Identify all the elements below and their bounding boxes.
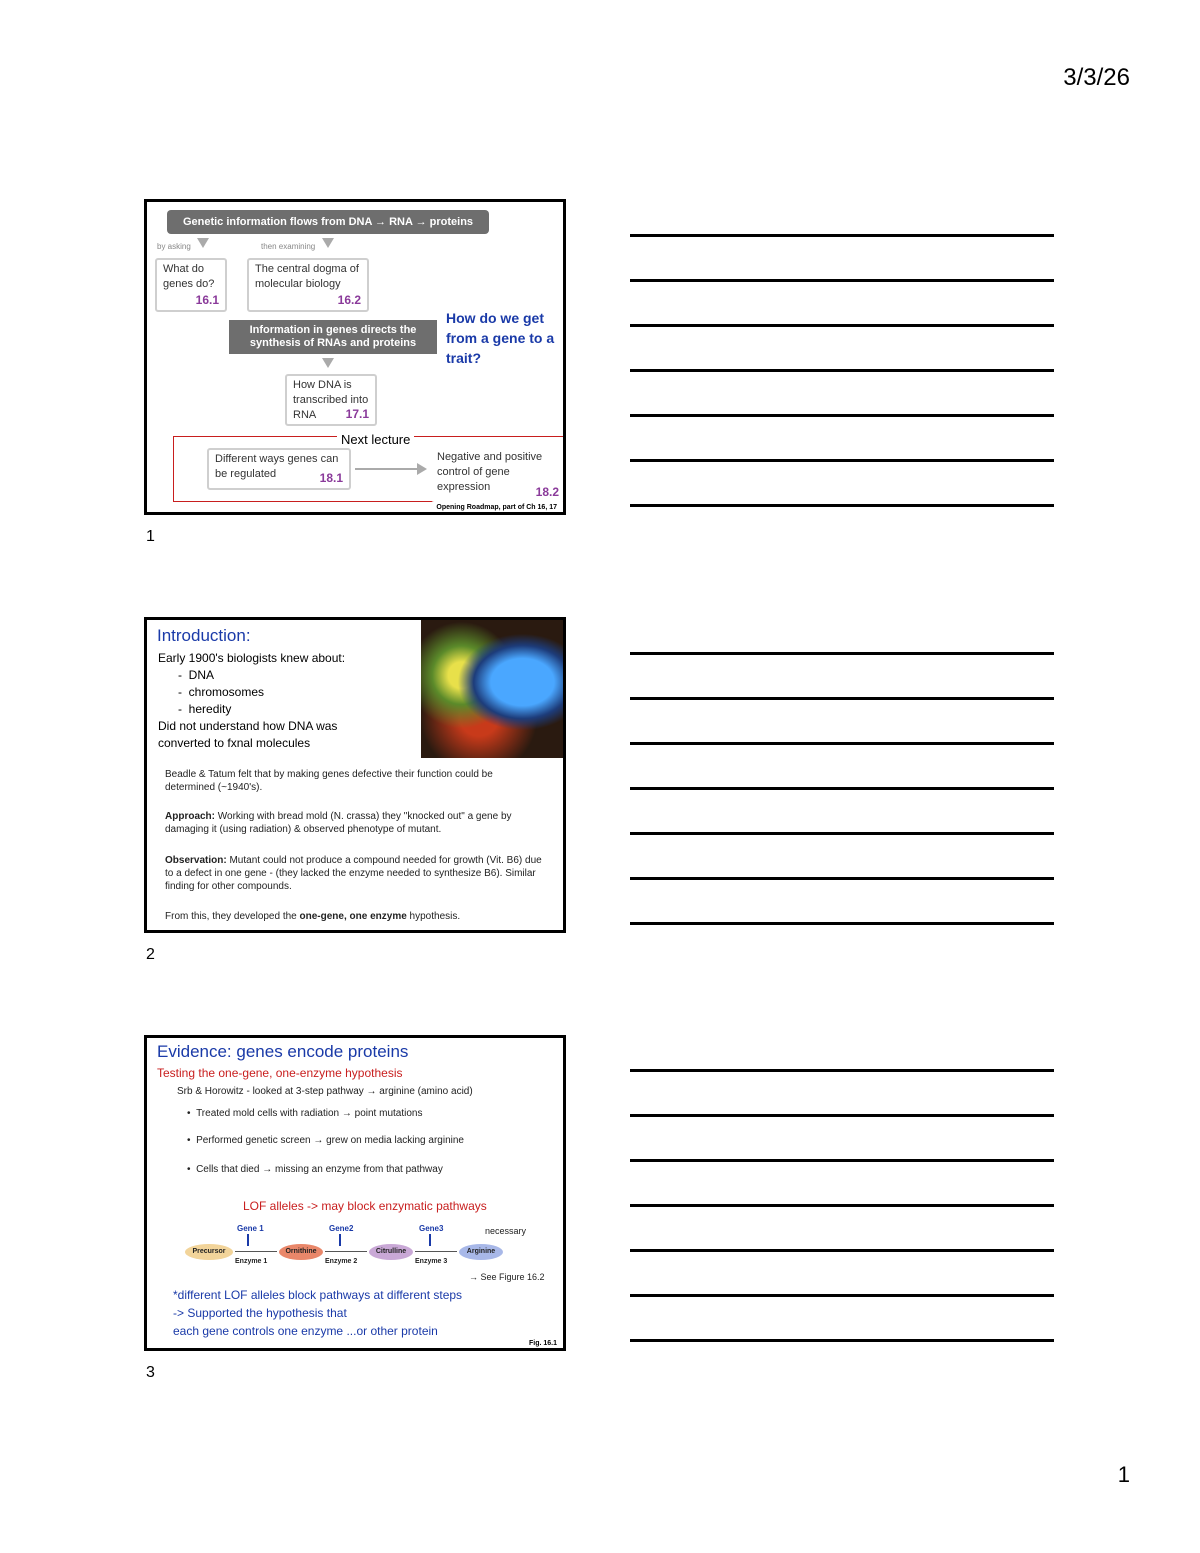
bullet-item: • Performed genetic screen → grew on media lacking arginine [187,1135,464,1146]
compound-precursor: Precursor [185,1244,233,1260]
slide-title: Introduction: [157,626,251,645]
summary-line: each gene controls one enzyme ...or other protein [173,1324,438,1338]
examining-label: then examining [261,242,316,251]
beadle-tatum-paragraph: Beadle & Tatum felt that by making genes defective their function could be determined (~1940's). [165,769,493,793]
enzyme-label: Enzyme 2 [325,1258,358,1265]
slide-number: 2 [146,946,155,963]
bullet-item: • Treated mold cells with radiation → point mutations [187,1108,423,1119]
gene-arrow-icon [429,1234,431,1246]
summary-line: -> Supported the hypothesis that [173,1306,347,1320]
slide-2 [144,617,566,933]
print-date: 3/3/26 [1063,64,1130,91]
compound-ornithine: Ornithine [279,1244,323,1260]
slide-title: Evidence: genes encode proteins [157,1042,409,1061]
necessary-label: necessary [485,1226,527,1236]
observation-paragraph: Observation: Mutant could not produce a compound needed for growth (Vit. B6) due to a defect in one gene - (they lacked the enzyme needed to synthesize B6). Similar finding for other compounds. [165,855,542,892]
slide-subtitle: Testing the one-gene, one-enzyme hypothesis [157,1066,403,1080]
arrow-down-icon [322,238,334,248]
slide-number: 3 [146,1364,155,1381]
asking-label: by asking [157,242,191,251]
info-bar: Information in genes directs the synthesis of RNAs and proteins [229,320,437,354]
arrow-down-icon [322,358,334,368]
box-control: Negative and positive control of gene expression 18.2 [431,448,565,502]
gene-arrow-icon [247,1234,249,1246]
bullet-dna: DNA [188,668,215,682]
see-figure-note: → See Figure 16.2 [469,1272,545,1282]
compound-arginine: Arginine [459,1244,503,1260]
pathway-arrow-icon [415,1251,457,1252]
gene-arrow-icon [339,1234,341,1246]
note-lines [630,652,1054,967]
arrow-down-icon [197,238,209,248]
next-lecture-label: Next lecture [337,432,414,447]
slide-number: 1 [146,528,155,545]
compound-citrulline: Citrulline [369,1244,413,1260]
roadmap-caption: Opening Roadmap, part of Ch 16, 17 [436,504,557,511]
box-regulated: Different ways genes can be regulated 18.1 [207,448,351,490]
pathway-arrow-icon [235,1251,277,1252]
figure-caption: Fig. 16.1 [528,1340,557,1347]
intro-text: Early 1900's biologists knew about: - DNA - chromosomes - heredity Did not understand how DNA was converted to fxnal molecules [158,651,346,750]
approach-paragraph: Approach: Working with bread mold (N. crassa) they "knocked out" a gene by damaging it (using radiation) & observed phenotype of mutant. [165,811,512,835]
bullet-chromosomes: chromosomes [188,685,265,699]
arrow-right-icon [355,468,419,470]
enzyme-label: Enzyme 1 [235,1258,268,1265]
gene-label: Gene3 [419,1224,444,1233]
arrow-right-head-icon [417,463,427,475]
gene-label: Gene2 [329,1224,354,1233]
srb-horowitz-line: Srb & Horowitz - looked at 3-step pathway → arginine (amino acid) [177,1086,473,1097]
hypothesis-paragraph: From this, they developed the one-gene, one enzyme hypothesis. [165,911,461,922]
bullet-item: • Cells that died → missing an enzyme from that pathway [187,1164,443,1175]
page-number: 1 [1117,1462,1130,1487]
bullet-heredity: heredity [188,702,232,716]
box-central-dogma: The central dogma of molecular biology 16.2 [247,258,369,312]
slide-3 [144,1035,566,1351]
note-lines [630,234,1054,549]
summary-line: *different LOF alleles block pathways at different steps [173,1288,463,1302]
cell-micrograph-image [421,620,566,758]
slide-1 [144,199,566,515]
lof-title: LOF alleles -> may block enzymatic pathways [243,1199,487,1213]
note-lines [630,1069,1054,1384]
pathway-arrow-icon [325,1251,367,1252]
roadmap-banner: Genetic information flows from DNA → RNA → proteins [167,210,489,234]
gene-label: Gene 1 [237,1224,264,1233]
question-text: How do we get from a gene to a trait? [446,310,555,366]
box-what-genes: What do genes do? 16.1 [155,258,227,312]
enzyme-label: Enzyme 3 [415,1258,448,1265]
box-transcribed: How DNA is transcribed into RNA 17.1 [285,374,377,426]
